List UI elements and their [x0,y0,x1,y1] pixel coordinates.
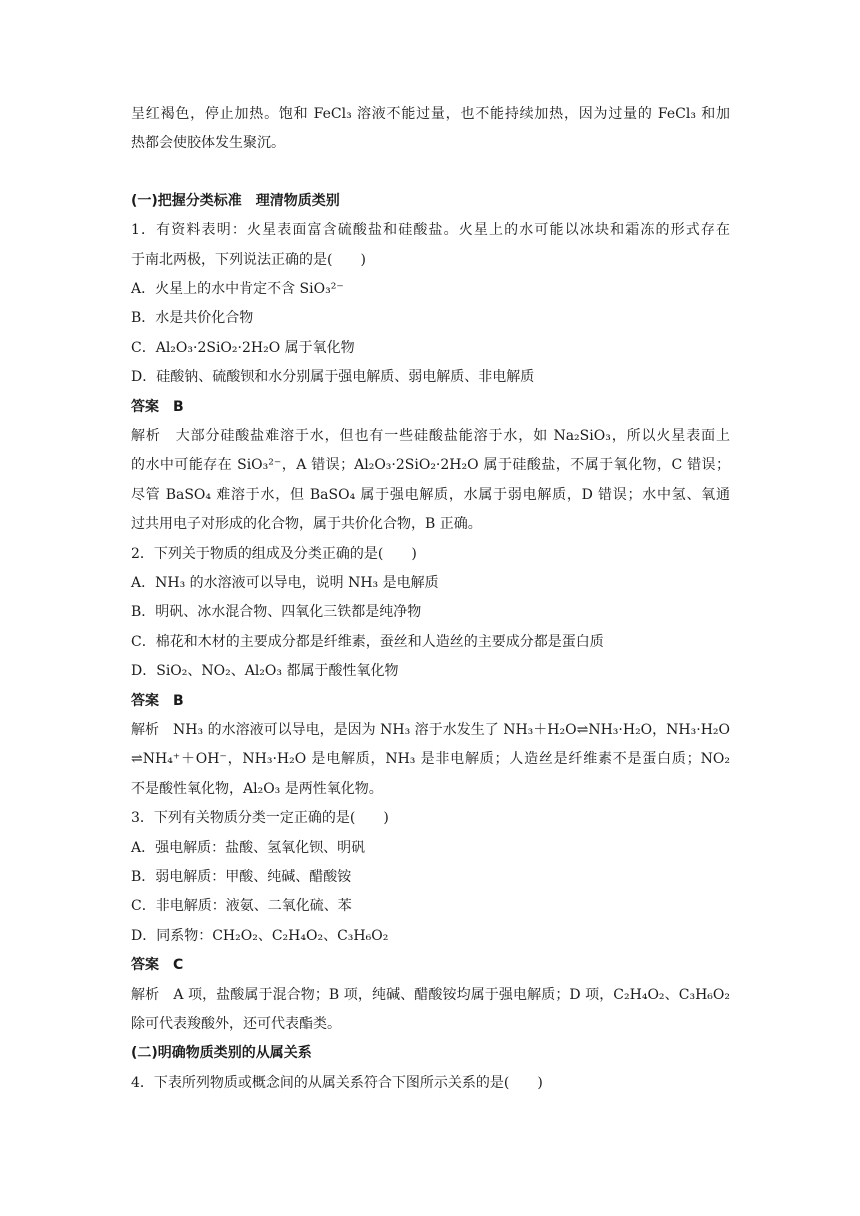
analysis-text: 解析 A 项，盐酸属于混合物；B 项，纯碱、醋酸铵均属于强电解质；D 项，C₂H₄O₂、C₃H₆O₂ [131,987,730,1003]
option-d: D．硅酸钠、硫酸钡和水分别属于强电解质、弱电解质、非电解质 [131,369,535,385]
answer-line: 答案 C [131,957,184,973]
question-stem: 2．下列关于物质的组成及分类正确的是( ) [131,546,417,562]
option-b: B．水是共价化合物 [131,310,254,326]
answer-line: 答案 B [131,399,184,415]
analysis-text: 的水中可能存在 SiO₃²⁻，A 错误；Al₂O₃·2SiO₂·2H₂O 属于硅酸盐，不属于氧化物，C 错误； [131,457,730,473]
analysis-text: 解析 NH₃ 的水溶液可以导电，是因为 NH₃ 溶于水发生了 NH₃＋H₂O⇌NH₃·H₂O，NH₃·H₂O [131,722,730,738]
text-line: 呈红褐色，停止加热。饱和 FeCl₃ 溶液不能过量，也不能持续加热，因为过量的 FeCl₃ 和加 [131,106,730,122]
option-d: D．同系物：CH₂O₂、C₂H₄O₂、C₃H₆O₂ [131,928,389,944]
analysis-text: 不是酸性氧化物，Al₂O₃ 是两性氧化物。 [131,781,383,797]
option-b: B．弱电解质：甲酸、纯碱、醋酸铵 [131,869,352,885]
option-a: A．强电解质：盐酸、氢氧化钡、明矾 [131,840,366,856]
analysis-text: ⇌NH₄⁺＋OH⁻，NH₃·H₂O 是电解质，NH₃ 是非电解质；人造丝是纤维素不是蛋白质；NO₂ [131,751,730,767]
option-d: D．SiO₂、NO₂、Al₂O₃ 都属于酸性氧化物 [131,663,399,679]
analysis-text: 过共用电子对形成的化合物，属于共价化合物，B 正确。 [131,516,482,532]
text-line: 热都会使胶体发生聚沉。 [131,135,285,151]
question-stem: 3．下列有关物质分类一定正确的是( ) [131,810,389,826]
analysis-text: 解析 大部分硅酸盐难溶于水，但也有一些硅酸盐能溶于水，如 Na₂SiO₃，所以火星表面上 [131,428,730,444]
analysis-text: 尽管 BaSO₄ 难溶于水，但 BaSO₄ 属于强电解质，水属于弱电解质，D 错误；水中氢、氧通 [131,487,730,503]
option-b: B．明矾、冰水混合物、四氧化三铁都是纯净物 [131,604,422,620]
option-a: A．NH₃ 的水溶液可以导电，说明 NH₃ 是电解质 [131,575,439,591]
option-c: C．Al₂O₃·2SiO₂·2H₂O 属于氧化物 [131,340,355,356]
option-a: A．火星上的水中肯定不含 SiO₃²⁻ [131,281,344,297]
question-stem: 1．有资料表明：火星表面富含硫酸盐和硅酸盐。火星上的水可能以冰块和霜冻的形式存在 [131,222,730,238]
answer-line: 答案 B [131,693,184,709]
analysis-text: 除可代表羧酸外，还可代表酯类。 [131,1016,341,1032]
option-c: C．非电解质：液氨、二氧化硫、苯 [131,898,352,914]
option-c: C．棉花和木材的主要成分都是纤维素，蚕丝和人造丝的主要成分都是蛋白质 [131,634,604,650]
section-heading: (一)把握分类标准 理清物质类别 [131,193,340,209]
section-heading: (二)明确物质类别的从属关系 [131,1045,312,1061]
question-stem: 4．下表所列物质或概念间的从属关系符合下图所示关系的是( ) [131,1075,543,1091]
question-stem: 于南北两极，下列说法正确的是( ) [131,252,366,268]
